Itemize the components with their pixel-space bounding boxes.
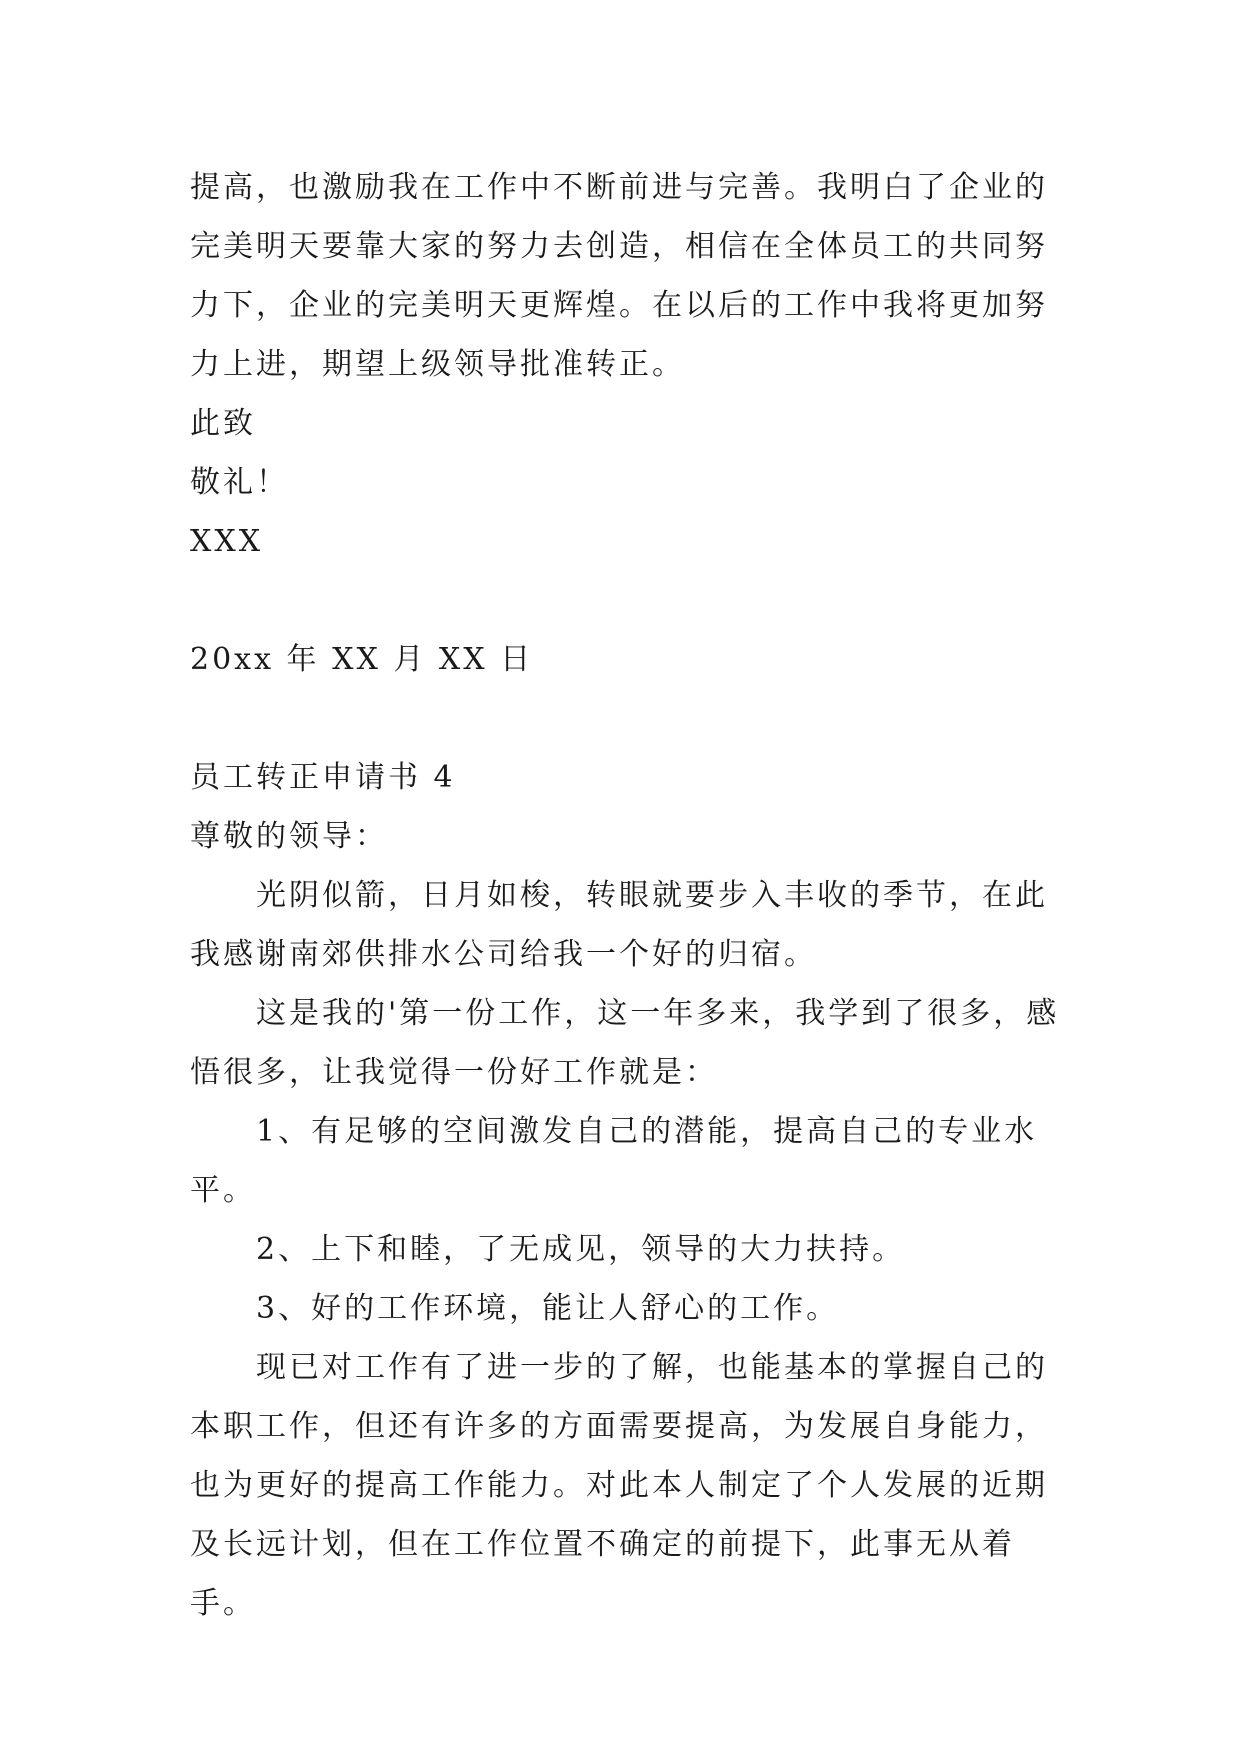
signature: XXX [190, 524, 264, 559]
blank-line [190, 689, 1060, 748]
closing-line-2: 敬礼！ [190, 465, 289, 500]
list-item: 2、上下和睦，了无成见，领导的大力扶持。 [256, 1232, 906, 1267]
salutation: 尊敬的领导： [190, 819, 388, 854]
document-body [190, 158, 1060, 1633]
list-item: 3、好的工作环境，能让人舒心的工作。 [256, 1291, 840, 1326]
blank-line [190, 571, 1060, 630]
list-item: 1、有足够的空间激发自己的潜能，提高自己的专业水平。 [190, 1114, 1038, 1208]
date-line: 20xx 年 XX 月 XX 日 [190, 642, 534, 677]
closing-line-1: 此致 [190, 406, 256, 441]
body-paragraph: 现已对工作有了进一步的了解，也能基本的掌握自己的本职工作，但还有许多的方面需要提高，为发展自身能力，也为更好的提高工作能力。对此本人制定了个人发展的近期及长远计划，但在工作位置不确定的前提下，此事无从着手。 [190, 1350, 1048, 1621]
continuation-paragraph: 提高，也激励我在工作中不断前进与完善。我明白了企业的完美明天要靠大家的努力去创造，相信在全体员工的共同努力下，企业的完美明天更辉煌。在以后的工作中我将更加努力上进，期望上级领导批准转正。 [190, 170, 1048, 382]
body-paragraph: 光阴似箭，日月如梭，转眼就要步入丰收的季节，在此我感谢南郊供排水公司给我一个好的归宿。 [190, 878, 1048, 972]
section-title: 员工转正申请书 4 [190, 760, 456, 795]
body-paragraph: 这是我的'第一份工作，这一年多来，我学到了很多，感悟很多，让我觉得一份好工作就是： [190, 996, 1060, 1090]
